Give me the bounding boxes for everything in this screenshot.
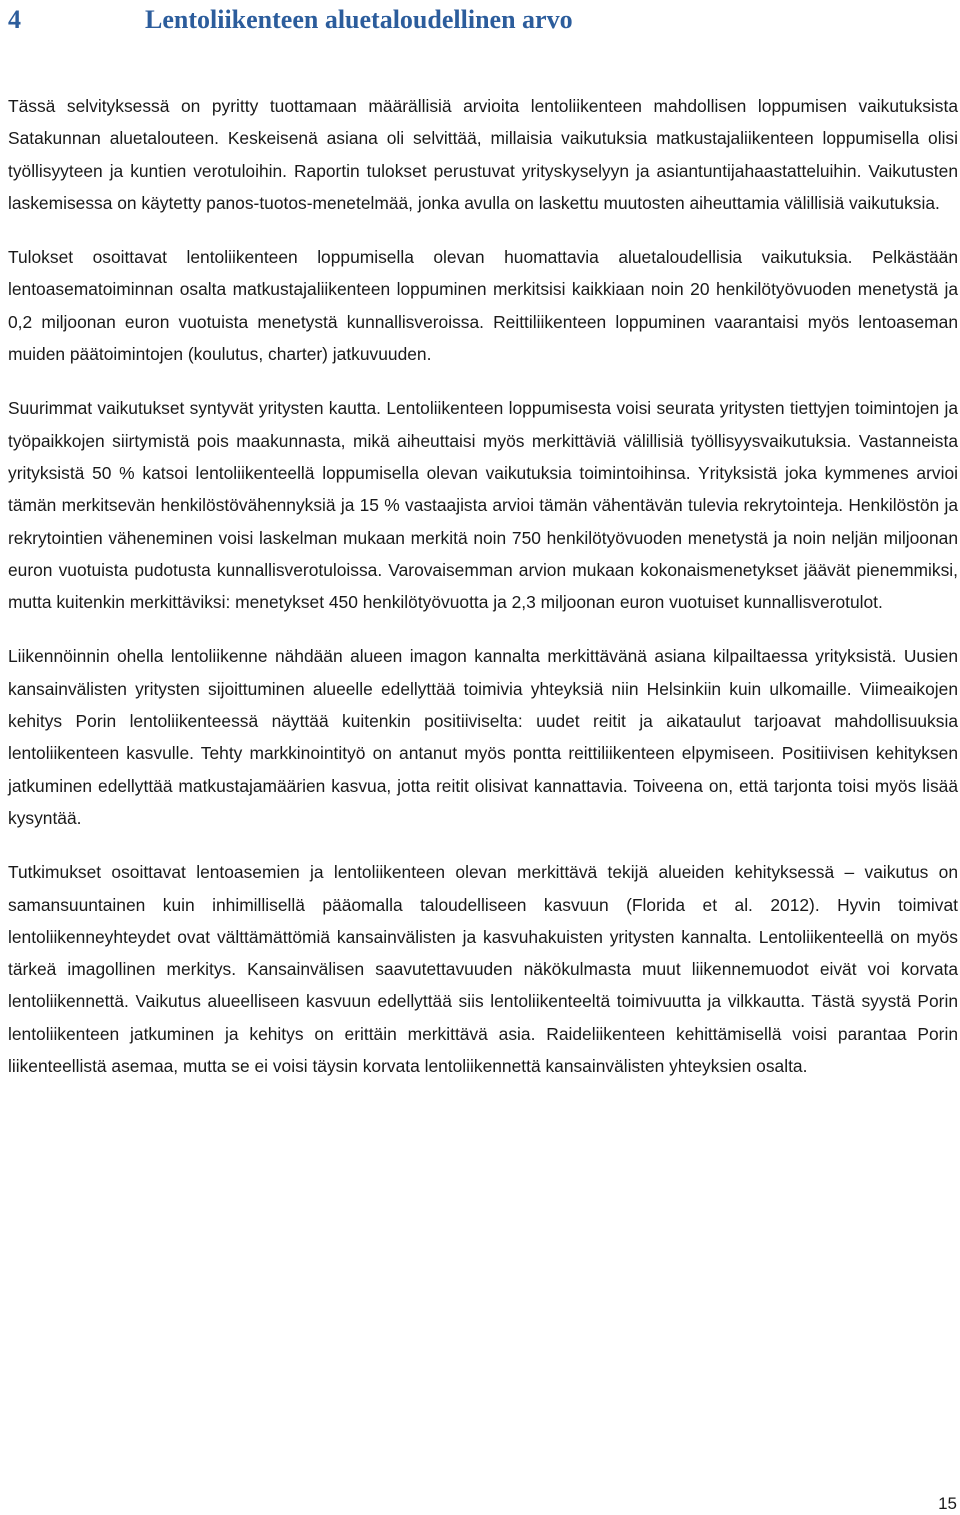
section-number: 4 bbox=[8, 5, 21, 34]
section-title: Lentoliikenteen aluetaloudellinen arvo bbox=[145, 5, 573, 34]
body-text bbox=[8, 90, 958, 1104]
paragraph: Liikennöinnin ohella lentoliikenne nähdään alueen imagon kannalta merkittävänä asiana kilpailtaessa yrityksistä. Uusien kansainvälisten yritysten sijoittuminen alueelle edellyttää toimivia yhteyksiä niin Helsinkiin kuin ulkomaille. Viimeaikojen kehitys Porin lentoliikenteessä näyttää kuitenkin positiiviselta: uudet reitit ja aikataulut tarjoavat mahdollisuuksia lentoliikenteen kasvulle. Tehty markkinointityö on antanut myös pontta reittiliikenteen elpymiseen. Positiivisen kehityksen jatkuminen edellyttää matkustajamäärien kasvua, jotta reitit olisivat kannattavia. Toiveena on, että tarjonta toisi myös lisää kysyntää. bbox=[8, 646, 958, 828]
paragraph: Tutkimukset osoittavat lentoasemien ja lentoliikenteen olevan merkittävä tekijä alueiden kehityksessä – vaikutus on samansuuntainen kuin inhimillisellä pääomalla taloudelliseen kasvuun (Florida et al. 2012). Hyvin toimivat lentoliikenneyhteydet ovat välttämättömiä kansainvälisten ja kasvuhakuisten yritysten kannalta. Lentoliikenteellä on myös tärkeä imagollinen merkitys. Kansainvälisen saavutettavuuden näkökulmasta muut liikennemuodot eivät voi korvata lentoliikennettä. Vaikutus alueelliseen kasvuun edellyttää siis lentoliikenteeltä toimivuutta ja vilkkautta. Tästä syystä Porin lentoliikenteen jatkuminen ja kehitys on erittäin merkittävä asia. Raideliikenteen kehittämisellä voisi parantaa Porin liikenteellistä asemaa, mutta se ei voisi täysin korvata lentoliikennettä kansainvälisten yhteyksien osalta. bbox=[8, 862, 958, 1077]
paragraph: Tulokset osoittavat lentoliikenteen loppumisella olevan huomattavia aluetaloudellisia vaikutuksia. Pelkästään lentoasematoiminnan osalta matkustajaliikenteen loppuminen merkitsisi kaikkiaan noin 20 henkilötyövuoden menetystä ja 0,2 miljoonan euron vuotuista menetystä kunnallisveroissa. Reittiliikenteen loppuminen vaarantaisi myös lentoaseman muiden päätoimintojen (koulutus, charter) jatkuvuuden. bbox=[8, 247, 958, 365]
paragraph: Tässä selvityksessä on pyritty tuottamaan määrällisiä arvioita lentoliikenteen mahdollisen loppumisen vaikutuksista Satakunnan aluetalouteen. Keskeisenä asiana oli selvittää, millaisia vaikutuksia matkustajaliikenteen loppumisella olisi työllisyyteen ja kuntien verotuloihin. Raportin tulokset perustuvat yrityskyselyyn ja asiantuntijahaastatteluihin. Vaikutusten laskemisessa on käytetty panos-tuotos-menetelmää, jonka avulla on laskettu muutosten aiheuttamia välillisiä vaikutuksia. bbox=[8, 96, 958, 213]
page-number: 15 bbox=[938, 1494, 957, 1513]
section-heading bbox=[8, 0, 948, 40]
paragraph: Suurimmat vaikutukset syntyvät yritysten kautta. Lentoliikenteen loppumisesta voisi seurata yritysten tiettyjen toimintojen ja työpaikkojen siirtymistä pois maakunnasta, mikä aiheuttaisi myös merkittäviä välillisiä työllisyysvaikutuksia. Vastanneista yrityksistä 50 % katsoi lentoliikenteellä loppumisella olevan vaikutuksia toimintoihinsa. Yrityksistä joka kymmenes arvioi tämän merkitsevän henkilöstövähennyksiä ja 15 % vastaajista arvioi tämän vähentävän tulevia rekrytointeja. Henkilöstön ja rekrytointien väheneminen voisi laskelman mukaan merkitä noin 750 henkilötyövuoden menetystä ja noin neljän miljoonan euron vuotuista pudotusta kunnallisverotuloissa. Varovaisemman arvion mukaan kokonaismenetykset jäävät pienemmiksi, mutta kuitenkin merkittäviksi: menetykset 450 henkilötyövuotta ja 2,3 miljoonan euron vuotuiset kunnallisverotulot. bbox=[8, 398, 958, 613]
